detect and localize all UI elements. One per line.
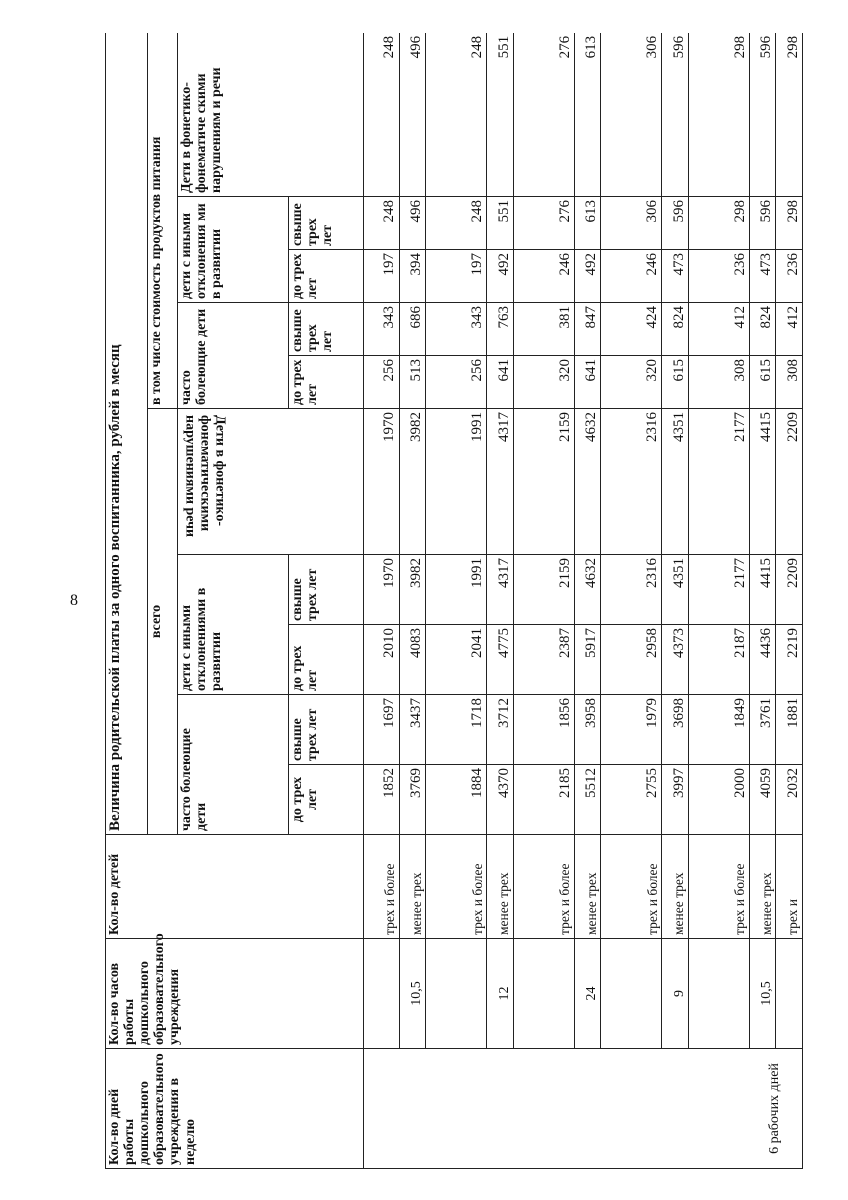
total-often-ill-under3: 4370 <box>487 765 514 835</box>
food-often-ill-over3: 686 <box>399 303 426 356</box>
total-often-ill-under3: 2755 <box>601 765 662 835</box>
total-phon-over3: 2209 <box>776 409 803 555</box>
total-often-ill-over3: 3698 <box>662 695 689 765</box>
food-other-dev-over3: 276 <box>513 197 574 250</box>
header-over3: свыше трех лет <box>288 695 363 765</box>
food-phon-over3: 613 <box>574 33 601 197</box>
food-often-ill-under3: 256 <box>363 356 399 409</box>
food-often-ill-under3: 256 <box>426 356 487 409</box>
total-phon-over3: 3982 <box>399 409 426 555</box>
food-phon-over3: 298 <box>776 33 803 197</box>
food-other-dev-under3: 197 <box>363 250 399 303</box>
total-phon-over3: 4632 <box>574 409 601 555</box>
food-other-dev-under3: 236 <box>776 250 803 303</box>
total-often-ill-over3: 3712 <box>487 695 514 765</box>
total-often-ill-over3: 1849 <box>688 695 749 765</box>
child-category: трех и <box>776 835 803 939</box>
child-category: менее трех <box>574 835 601 939</box>
food-often-ill-over3: 381 <box>513 303 574 356</box>
total-other-dev-under3: 2010 <box>363 625 399 695</box>
total-other-dev-over3: 1970 <box>363 555 399 625</box>
header-over3: свыше трех лет <box>288 197 363 250</box>
header-children: Кол-во детей <box>106 835 364 939</box>
food-other-dev-over3: 248 <box>363 197 399 250</box>
total-other-dev-over3: 4632 <box>574 555 601 625</box>
header-under3: до трех лет <box>288 250 363 303</box>
table-viewport <box>105 33 803 1169</box>
food-often-ill-over3: 343 <box>363 303 399 356</box>
total-phon-over3: 4415 <box>749 409 776 555</box>
total-often-ill-over3: 1979 <box>601 695 662 765</box>
food-other-dev-under3: 236 <box>688 250 749 303</box>
total-phon-over3: 1970 <box>363 409 399 555</box>
food-often-ill-over3: 824 <box>749 303 776 356</box>
food-other-dev-under3: 394 <box>399 250 426 303</box>
header-under3: до трех лет <box>288 356 363 409</box>
food-often-ill-over3: 763 <box>487 303 514 356</box>
total-phon-over3: 2159 <box>513 409 574 555</box>
food-often-ill-under3: 320 <box>601 356 662 409</box>
food-often-ill-over3: 824 <box>662 303 689 356</box>
total-other-dev-under3: 2387 <box>513 625 574 695</box>
food-other-dev-over3: 613 <box>574 197 601 250</box>
food-other-dev-over3: 298 <box>776 197 803 250</box>
food-other-dev-under3: 197 <box>426 250 487 303</box>
total-often-ill-over3: 3958 <box>574 695 601 765</box>
header-phon-food: Дети в фонетико-фонематиче скими нарушениям и речи <box>178 33 364 197</box>
total-phon-over3: 2177 <box>688 409 749 555</box>
header-phon-text: Дети в фонетико-фонематическими нарушениями речи <box>182 415 228 538</box>
food-often-ill-under3: 513 <box>399 356 426 409</box>
total-often-ill-under3: 3997 <box>662 765 689 835</box>
total-other-dev-over3: 2316 <box>601 555 662 625</box>
food-often-ill-under3: 308 <box>776 356 803 409</box>
total-often-ill-over3: 1697 <box>363 695 399 765</box>
food-other-dev-under3: 246 <box>513 250 574 303</box>
hours-cell: 10,5 <box>399 939 426 1049</box>
header-often-ill-food: часто болеющие дети <box>178 303 289 409</box>
total-other-dev-over3: 2177 <box>688 555 749 625</box>
food-other-dev-under3: 473 <box>662 250 689 303</box>
total-phon-over3: 1991 <box>426 409 487 555</box>
total-other-dev-over3: 2159 <box>513 555 574 625</box>
food-often-ill-under3: 320 <box>513 356 574 409</box>
total-other-dev-under3: 2958 <box>601 625 662 695</box>
total-often-ill-over3: 1881 <box>776 695 803 765</box>
food-other-dev-under3: 492 <box>574 250 601 303</box>
food-phon-over3: 496 <box>399 33 426 197</box>
total-often-ill-over3: 1856 <box>513 695 574 765</box>
food-other-dev-over3: 248 <box>426 197 487 250</box>
food-often-ill-under3: 641 <box>487 356 514 409</box>
header-days: Кол-во дней работы дошкольного образовательного учреждения в неделю <box>106 1049 364 1169</box>
header-under3: до трех лет <box>288 625 363 695</box>
hours-cell <box>601 939 662 1049</box>
total-often-ill-under3: 2000 <box>688 765 749 835</box>
food-other-dev-under3: 246 <box>601 250 662 303</box>
total-other-dev-over3: 1991 <box>426 555 487 625</box>
food-phon-over3: 596 <box>749 33 776 197</box>
food-often-ill-under3: 615 <box>749 356 776 409</box>
food-other-dev-over3: 596 <box>749 197 776 250</box>
child-category: менее трех <box>399 835 426 939</box>
header-phon <box>178 409 364 555</box>
total-other-dev-under3: 4083 <box>399 625 426 695</box>
total-often-ill-under3: 5512 <box>574 765 601 835</box>
total-often-ill-under3: 2032 <box>776 765 803 835</box>
header-under3: до трех лет <box>288 765 363 835</box>
total-other-dev-under3: 4775 <box>487 625 514 695</box>
total-often-ill-under3: 2185 <box>513 765 574 835</box>
total-other-dev-under3: 2187 <box>688 625 749 695</box>
total-phon-over3: 4351 <box>662 409 689 555</box>
food-often-ill-over3: 412 <box>776 303 803 356</box>
hours-cell: 9 <box>662 939 689 1049</box>
hours-cell <box>363 939 399 1049</box>
days-value: 6 рабочих дней <box>363 1049 802 1169</box>
total-often-ill-over3: 1718 <box>426 695 487 765</box>
food-other-dev-under3: 492 <box>487 250 514 303</box>
food-other-dev-over3: 551 <box>487 197 514 250</box>
total-often-ill-under3: 1852 <box>363 765 399 835</box>
header-other-dev: дети с иными отклонениями в развитии <box>178 555 289 695</box>
page-number: 8 <box>70 592 78 609</box>
total-often-ill-over3: 3761 <box>749 695 776 765</box>
food-often-ill-over3: 424 <box>601 303 662 356</box>
hours-cell <box>776 939 803 1049</box>
header-fee-title: Величина родительской платы за одного воспитанника, рублей в месяц <box>106 33 148 835</box>
food-phon-over3: 248 <box>363 33 399 197</box>
food-often-ill-under3: 615 <box>662 356 689 409</box>
food-phon-over3: 551 <box>487 33 514 197</box>
total-other-dev-over3: 2209 <box>776 555 803 625</box>
food-often-ill-over3: 412 <box>688 303 749 356</box>
child-category: трех и более <box>426 835 487 939</box>
food-other-dev-over3: 306 <box>601 197 662 250</box>
food-phon-over3: 306 <box>601 33 662 197</box>
hours-cell <box>426 939 487 1049</box>
food-other-dev-over3: 496 <box>399 197 426 250</box>
total-other-dev-under3: 5917 <box>574 625 601 695</box>
total-often-ill-under3: 3769 <box>399 765 426 835</box>
child-category: менее трех <box>749 835 776 939</box>
rotated-table-container <box>105 33 803 1169</box>
total-often-ill-over3: 3437 <box>399 695 426 765</box>
header-over3: свыше трех лет <box>288 303 363 356</box>
food-other-dev-over3: 298 <box>688 197 749 250</box>
hours-cell: 24 <box>574 939 601 1049</box>
total-phon-over3: 2316 <box>601 409 662 555</box>
food-other-dev-over3: 596 <box>662 197 689 250</box>
child-category: менее трех <box>662 835 689 939</box>
total-other-dev-under3: 4436 <box>749 625 776 695</box>
header-other-dev-food: дети с иными отклонения ми в развитии <box>178 197 289 303</box>
child-category: менее трех <box>487 835 514 939</box>
hours-cell <box>513 939 574 1049</box>
total-other-dev-under3: 2219 <box>776 625 803 695</box>
food-often-ill-over3: 847 <box>574 303 601 356</box>
hours-cell: 12 <box>487 939 514 1049</box>
header-often-ill: часто болеющие дети <box>178 695 289 835</box>
food-phon-over3: 596 <box>662 33 689 197</box>
child-category: трех и более <box>513 835 574 939</box>
food-often-ill-over3: 343 <box>426 303 487 356</box>
child-category: трех и более <box>363 835 399 939</box>
total-often-ill-under3: 1884 <box>426 765 487 835</box>
child-category: трех и более <box>601 835 662 939</box>
header-incl-food: в том числе стоимость продуктов питания <box>147 33 177 409</box>
hours-cell <box>688 939 749 1049</box>
total-other-dev-under3: 2041 <box>426 625 487 695</box>
food-often-ill-under3: 641 <box>574 356 601 409</box>
total-often-ill-under3: 4059 <box>749 765 776 835</box>
hours-cell: 10,5 <box>749 939 776 1049</box>
food-phon-over3: 276 <box>513 33 574 197</box>
parent-fee-table <box>105 33 803 1169</box>
food-other-dev-under3: 473 <box>749 250 776 303</box>
food-often-ill-under3: 308 <box>688 356 749 409</box>
total-other-dev-over3: 4415 <box>749 555 776 625</box>
header-over3: свыше трех лет <box>288 555 363 625</box>
header-hours: Кол-во часов работы дошкольного образовательного учреждения <box>106 939 364 1049</box>
total-phon-over3: 4317 <box>487 409 514 555</box>
total-other-dev-over3: 3982 <box>399 555 426 625</box>
child-category: трех и более <box>688 835 749 939</box>
header-total: всего <box>147 409 177 835</box>
food-phon-over3: 298 <box>688 33 749 197</box>
total-other-dev-over3: 4351 <box>662 555 689 625</box>
total-other-dev-over3: 4317 <box>487 555 514 625</box>
food-phon-over3: 248 <box>426 33 487 197</box>
total-other-dev-under3: 4373 <box>662 625 689 695</box>
